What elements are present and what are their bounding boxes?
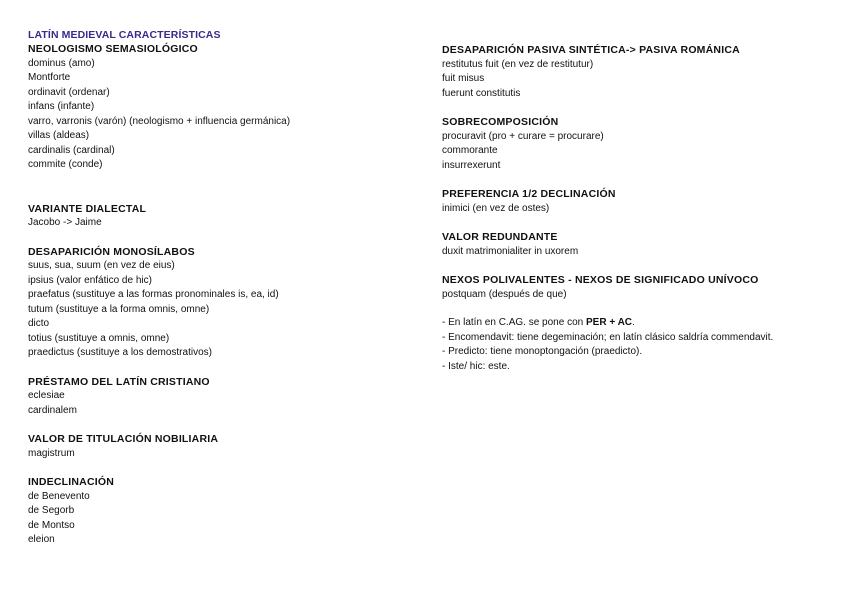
list-item: commorante bbox=[442, 145, 498, 156]
list-item: commite (conde) bbox=[28, 159, 103, 170]
page-title: LATÍN MEDIEVAL CARACTERÍSTICAS bbox=[28, 29, 221, 41]
note-text: - En latín en C.AG. se pone con bbox=[442, 317, 586, 328]
section-heading: NEXOS POLIVALENTES - NEXOS DE SIGNIFICADO UNÍVOCO bbox=[442, 274, 759, 286]
section-heading: NEOLOGISMO SEMASIOLÓGICO bbox=[28, 43, 198, 55]
left-column bbox=[28, 29, 418, 548]
notes-block bbox=[442, 316, 842, 374]
list-item: totius (sustituye a omnis, omne) bbox=[28, 332, 170, 344]
section-desaparicion-pasiva bbox=[442, 43, 842, 101]
list-item: praedictus (sustituye a los demostrativos) bbox=[28, 347, 212, 358]
list-item: cardinalem bbox=[28, 404, 77, 416]
list-item: restitutus fuit (en vez de restitutur) bbox=[442, 58, 594, 70]
section-desaparicion-monosilabos bbox=[28, 245, 418, 361]
list-item: inimici (en vez de ostes) bbox=[442, 202, 550, 214]
note-line: - Predicto: tiene monoptongación (praedicto). bbox=[442, 346, 643, 357]
section-heading: SOBRECOMPOSICIÓN bbox=[442, 116, 559, 128]
section-valor-redundante bbox=[442, 230, 842, 259]
note-line: - Iste/ hic: este. bbox=[442, 360, 510, 372]
section-heading: DESAPARICIÓN MONOSÍLABOS bbox=[28, 245, 195, 258]
list-item: eclesiae bbox=[28, 390, 65, 401]
list-item: tutum (sustituye a la forma omnis, omne) bbox=[28, 303, 210, 315]
note-emphasis: PER + AC bbox=[585, 317, 633, 328]
section-variante-dialectal bbox=[28, 202, 418, 231]
list-item: de Benevento bbox=[28, 490, 90, 502]
list-item: suus, sua, suum (en vez de eius) bbox=[28, 260, 175, 271]
section-heading: PREFERENCIA 1/2 DECLINACIÓN bbox=[442, 188, 616, 200]
list-item: duxit matrimonialiter in uxorem bbox=[442, 245, 579, 257]
list-item: infans (infante) bbox=[28, 101, 95, 112]
section-sobrecomposicion bbox=[442, 115, 842, 173]
list-item: fuerunt constitutis bbox=[442, 87, 521, 99]
list-item: de Segorb bbox=[28, 505, 75, 516]
list-item: ordinavit (ordenar) bbox=[28, 86, 110, 98]
note-line: - Encomendavit: tiene degeminación; en latín clásico saldría commendavit. bbox=[442, 331, 774, 343]
list-item: Jacobo -> Jaime bbox=[28, 217, 102, 228]
section-preferencia-declinacion bbox=[442, 187, 842, 216]
right-column bbox=[442, 43, 842, 374]
section-heading: VARIANTE DIALECTAL bbox=[28, 202, 147, 215]
list-item: cardinalis (cardinal) bbox=[28, 144, 115, 156]
list-item: varro, varronis (varón) (neologismo + influencia germánica) bbox=[28, 115, 291, 127]
section-heading: INDECLINACIÓN bbox=[28, 476, 115, 488]
list-item: insurrexerunt bbox=[442, 159, 501, 171]
section-indeclinacion bbox=[28, 475, 418, 548]
list-item: dominus (amo) bbox=[28, 57, 95, 69]
section-prestamo-latin-cristiano bbox=[28, 375, 418, 419]
list-item: procuravit (pro + curare = procurare) bbox=[442, 130, 604, 142]
list-item: postquam (después de que) bbox=[442, 288, 567, 300]
list-item: ipsius (valor enfático de hic) bbox=[28, 274, 152, 286]
section-nexos-polivalentes bbox=[442, 273, 842, 302]
section-valor-titulacion bbox=[28, 432, 418, 461]
list-item: dicto bbox=[28, 318, 50, 329]
list-item: de Montso bbox=[28, 519, 75, 531]
list-item: villas (aldeas) bbox=[28, 130, 90, 141]
list-item: magistrum bbox=[28, 447, 75, 459]
section-neologismo bbox=[28, 42, 418, 173]
section-heading: PRÉSTAMO DEL LATÍN CRISTIANO bbox=[28, 375, 210, 388]
note-text: . bbox=[632, 317, 635, 328]
section-heading: VALOR DE TITULACIÓN NOBILIARIA bbox=[28, 433, 219, 445]
list-item: praefatus (sustituye a las formas pronominales is, ea, id) bbox=[28, 289, 279, 300]
list-item: fuit misus bbox=[442, 73, 485, 84]
list-item: eleion bbox=[28, 534, 55, 545]
list-item: Montforte bbox=[28, 72, 71, 83]
note-line bbox=[442, 316, 842, 331]
section-heading: DESAPARICIÓN PASIVA SINTÉTICA-> PASIVA ROMÁNICA bbox=[442, 44, 740, 56]
section-heading: VALOR REDUNDANTE bbox=[442, 231, 558, 243]
